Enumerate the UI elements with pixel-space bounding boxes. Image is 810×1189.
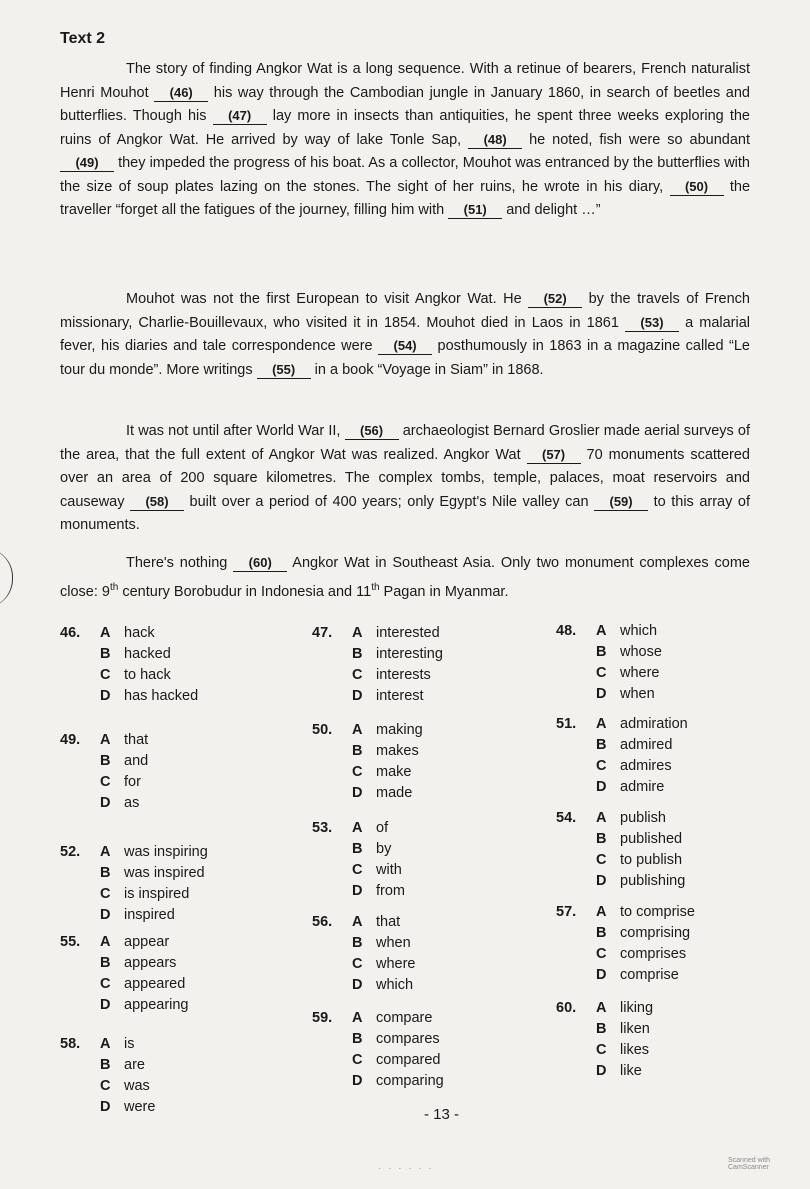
question-55 <box>60 932 290 1016</box>
option-letter: B <box>596 831 607 847</box>
option-c[interactable] <box>352 762 542 783</box>
option-letter: C <box>596 852 607 868</box>
option-letter: D <box>596 686 607 702</box>
option-letter: B <box>596 737 607 753</box>
option-c[interactable] <box>352 860 542 881</box>
answer-blank: (53) <box>625 315 679 332</box>
option-letter: C <box>352 1052 363 1068</box>
page-edge-curve <box>0 548 13 608</box>
question-number: 51. <box>556 716 577 732</box>
option-text: that <box>376 914 401 930</box>
answer-blank: (52) <box>528 291 582 308</box>
answer-blank: (58) <box>130 494 184 511</box>
answer-blank: (50) <box>670 179 724 196</box>
option-a[interactable] <box>100 1034 290 1055</box>
option-text: making <box>376 722 423 738</box>
option-text: has hacked <box>124 688 199 704</box>
passage-paragraph-1 <box>60 58 750 223</box>
option-d[interactable] <box>352 686 542 707</box>
option-b[interactable] <box>596 923 786 944</box>
option-letter: D <box>100 688 111 704</box>
option-c[interactable] <box>352 1050 542 1071</box>
option-letter: B <box>352 1031 363 1047</box>
option-letter: C <box>596 946 607 962</box>
option-a[interactable] <box>352 1008 542 1029</box>
option-letter: D <box>596 1063 607 1079</box>
option-letter: B <box>100 865 111 881</box>
option-text: for <box>124 774 141 790</box>
option-c[interactable] <box>100 974 290 995</box>
option-a[interactable] <box>352 623 542 644</box>
option-text: inspired <box>124 907 175 923</box>
option-text: makes <box>376 743 419 759</box>
option-d[interactable] <box>596 871 786 892</box>
question-number: 48. <box>556 623 577 639</box>
option-letter: A <box>596 1000 607 1016</box>
passage-text: they impeded the progress of his boat. As a collector, Mouhot was entranced by the butterflies with the size of soup plates lazing on the stones. The sight of her ruins, he wrote in his diary, <box>60 155 750 195</box>
option-text: hacked <box>124 646 171 662</box>
question-49 <box>60 730 290 814</box>
answer-blank: (57) <box>527 447 581 464</box>
option-text: admire <box>620 779 665 795</box>
option-text: by <box>376 841 392 857</box>
question-number: 47. <box>312 625 333 641</box>
option-letter: C <box>596 758 607 774</box>
question-54 <box>556 808 786 892</box>
option-text: that <box>124 732 149 748</box>
question-58 <box>60 1034 290 1118</box>
option-letter: B <box>100 646 111 662</box>
option-a[interactable] <box>596 808 786 829</box>
option-text: publishing <box>620 873 686 889</box>
passage-text: he noted, fish were so abundant <box>522 131 751 148</box>
passage-text: Angkor Wat in Southeast Asia. Only two monument complexes come close: 9 <box>60 555 750 600</box>
option-text: was inspiring <box>124 844 208 860</box>
option-letter: C <box>596 1042 607 1058</box>
ordinal-superscript: th <box>371 581 380 593</box>
option-a[interactable] <box>596 902 786 923</box>
passage-text: a malarial fever, his diaries and tale correspondence were <box>60 314 750 354</box>
passage-text: his way through the Cambodian jungle in January 1860, in search of beetles and butterflies. Though his <box>60 84 750 124</box>
answer-blank: (60) <box>233 555 287 572</box>
option-b[interactable] <box>352 839 542 860</box>
option-letter: C <box>100 774 111 790</box>
passage-text: to this array of monuments. <box>60 493 750 533</box>
option-letter: B <box>100 753 111 769</box>
option-a[interactable] <box>100 842 290 863</box>
option-text: admired <box>620 737 673 753</box>
scan-artifact: · · · · · · <box>378 1163 434 1174</box>
option-text: comprising <box>620 925 691 941</box>
question-50 <box>312 720 542 804</box>
option-text: compared <box>376 1052 441 1068</box>
question-number: 46. <box>60 625 81 641</box>
option-d[interactable] <box>100 995 290 1016</box>
option-text: interest <box>376 688 424 704</box>
option-letter: A <box>352 722 363 738</box>
option-a[interactable] <box>352 912 542 933</box>
option-letter: B <box>352 841 363 857</box>
option-text: were <box>124 1099 156 1115</box>
option-text: likes <box>620 1042 650 1058</box>
option-text: which <box>620 623 658 639</box>
option-letter: A <box>352 914 363 930</box>
answer-blank: (56) <box>345 423 399 440</box>
passage-text: 70 monuments scattered over an area of 200 square kilometres. The complex tombs, temple, palaces, moat reservoirs and causeway <box>60 446 750 510</box>
option-a[interactable] <box>352 720 542 741</box>
option-d[interactable] <box>596 1061 786 1082</box>
question-47 <box>312 623 542 707</box>
option-text: comprises <box>620 946 687 962</box>
option-letter: D <box>100 907 111 923</box>
passage-text: century Borobudur in Indonesia and 11 <box>118 583 372 600</box>
option-letter: A <box>596 904 607 920</box>
option-letter: C <box>596 665 607 681</box>
option-letter: B <box>352 646 363 662</box>
option-letter: D <box>100 1099 111 1115</box>
option-text: of <box>376 820 389 836</box>
option-letter: B <box>352 743 363 759</box>
passage-text: It was not until after World War II, <box>126 423 345 439</box>
answer-blank: (48) <box>468 132 522 149</box>
option-letter: A <box>100 732 111 748</box>
option-letter: C <box>352 956 363 972</box>
option-b[interactable] <box>352 741 542 762</box>
question-number: 53. <box>312 820 333 836</box>
option-c[interactable] <box>596 944 786 965</box>
question-46 <box>60 623 290 707</box>
option-c[interactable] <box>100 884 290 905</box>
page-number: - 13 - <box>424 1106 460 1123</box>
option-d[interactable] <box>596 965 786 986</box>
option-letter: D <box>352 688 363 704</box>
option-letter: B <box>352 935 363 951</box>
passage-text: in a book “Voyage in Siam” in 1868. <box>310 361 544 378</box>
option-a[interactable] <box>100 623 290 644</box>
option-a[interactable] <box>596 998 786 1019</box>
option-text: comparing <box>376 1073 444 1089</box>
option-letter: C <box>100 1078 111 1094</box>
option-c[interactable] <box>596 756 786 777</box>
option-b[interactable] <box>100 953 290 974</box>
option-text: hack <box>124 625 155 641</box>
option-letter: D <box>352 785 363 801</box>
passage-text: The story of finding Angkor Wat is a long sequence. With a retinue of bearers, French naturalist Henri Mouhot <box>60 61 750 101</box>
option-text: publish <box>620 810 666 826</box>
question-number: 58. <box>60 1036 81 1052</box>
answer-blank: (54) <box>378 338 432 355</box>
option-text: to comprise <box>620 904 695 920</box>
question-number: 60. <box>556 1000 577 1016</box>
passage-text: the traveller “forget all the fatigues of the journey, filling him with <box>60 178 751 218</box>
passage-text: There's nothing <box>126 555 234 571</box>
option-b[interactable] <box>100 751 290 772</box>
option-a[interactable] <box>352 818 542 839</box>
option-text: appear <box>124 934 170 950</box>
option-text: liken <box>620 1021 650 1037</box>
option-text: liking <box>620 1000 654 1016</box>
option-text: admires <box>620 758 672 774</box>
option-letter: C <box>352 862 363 878</box>
option-c[interactable] <box>352 665 542 686</box>
option-letter: C <box>352 764 363 780</box>
option-d[interactable] <box>596 777 786 798</box>
option-b[interactable] <box>100 863 290 884</box>
answer-blank: (59) <box>594 494 648 511</box>
passage-paragraph-3 <box>60 420 750 538</box>
passage-text: built over a period of 400 years; only Egypt's Nile valley can <box>184 493 595 510</box>
option-letter: A <box>352 820 363 836</box>
option-letter: B <box>100 955 111 971</box>
option-letter: A <box>596 623 607 639</box>
option-d[interactable] <box>100 686 290 707</box>
option-text: as <box>124 795 140 811</box>
option-d[interactable] <box>100 905 290 926</box>
option-letter: D <box>596 779 607 795</box>
question-52 <box>60 842 290 926</box>
option-text: where <box>376 956 416 972</box>
option-text: admiration <box>620 716 688 732</box>
option-text: appeared <box>124 976 186 992</box>
option-d[interactable] <box>352 975 542 996</box>
option-a[interactable] <box>596 621 786 642</box>
option-text: where <box>620 665 660 681</box>
option-text: when <box>620 686 655 702</box>
option-text: to publish <box>620 852 683 868</box>
option-text: whose <box>620 644 662 660</box>
option-text: to hack <box>124 667 171 683</box>
question-48 <box>556 621 786 705</box>
option-letter: A <box>100 844 111 860</box>
question-57 <box>556 902 786 986</box>
option-text: made <box>376 785 413 801</box>
option-a[interactable] <box>100 932 290 953</box>
option-text: is inspired <box>124 886 190 902</box>
option-letter: C <box>100 667 111 683</box>
passage-paragraph-4 <box>60 552 750 604</box>
option-text: compare <box>376 1010 433 1026</box>
option-letter: D <box>596 873 607 889</box>
option-text: interests <box>376 667 431 683</box>
option-letter: C <box>352 667 363 683</box>
passage-paragraph-2 <box>60 288 750 382</box>
option-letter: C <box>100 886 111 902</box>
option-d[interactable] <box>352 783 542 804</box>
option-c[interactable] <box>596 663 786 684</box>
option-c[interactable] <box>596 1040 786 1061</box>
passage-text: archaeologist Bernard Groslier made aerial surveys of the area, that the full extent of Angkor Wat was realized. Angkor Wat <box>60 423 751 463</box>
option-text: appears <box>124 955 177 971</box>
option-letter: D <box>596 967 607 983</box>
option-letter: D <box>352 1073 363 1089</box>
question-number: 56. <box>312 914 333 930</box>
answer-blank: (55) <box>257 362 311 379</box>
option-letter: B <box>596 1021 607 1037</box>
option-b[interactable] <box>596 642 786 663</box>
option-d[interactable] <box>100 1097 290 1118</box>
option-letter: D <box>352 977 363 993</box>
option-d[interactable] <box>596 684 786 705</box>
answer-blank: (46) <box>154 85 208 102</box>
option-text: was <box>124 1078 150 1094</box>
option-letter: D <box>100 997 111 1013</box>
option-b[interactable] <box>352 1029 542 1050</box>
question-number: 52. <box>60 844 81 860</box>
option-letter: A <box>100 934 111 950</box>
option-text: is <box>124 1036 135 1052</box>
option-text: appearing <box>124 997 189 1013</box>
option-text: make <box>376 764 412 780</box>
passage-text: Mouhot was not the first European to visit Angkor Wat. He <box>126 291 529 307</box>
option-letter: A <box>100 625 111 641</box>
answer-blank: (47) <box>213 108 267 125</box>
answer-blank: (51) <box>448 202 502 219</box>
question-number: 54. <box>556 810 577 826</box>
option-letter: D <box>352 883 363 899</box>
option-text: which <box>376 977 414 993</box>
passage-text: posthumously in 1863 in a magazine called “Le tour du monde”. More writings <box>60 338 750 378</box>
question-number: 55. <box>60 934 81 950</box>
option-c[interactable] <box>596 850 786 871</box>
option-b[interactable] <box>596 1019 786 1040</box>
passage-text: and delight …” <box>502 202 601 218</box>
option-c[interactable] <box>100 1076 290 1097</box>
option-c[interactable] <box>100 772 290 793</box>
option-letter: C <box>100 976 111 992</box>
option-d[interactable] <box>100 793 290 814</box>
option-letter: B <box>596 644 607 660</box>
option-b[interactable] <box>100 1055 290 1076</box>
question-number: 59. <box>312 1010 333 1026</box>
option-text: comprise <box>620 967 679 983</box>
option-b[interactable] <box>100 644 290 665</box>
option-text: was inspired <box>124 865 205 881</box>
question-number: 49. <box>60 732 81 748</box>
option-text: compares <box>376 1031 440 1047</box>
option-c[interactable] <box>100 665 290 686</box>
option-text: like <box>620 1063 642 1079</box>
option-b[interactable] <box>352 644 542 665</box>
option-text: interested <box>376 625 440 641</box>
option-b[interactable] <box>596 829 786 850</box>
option-text: interesting <box>376 646 443 662</box>
option-text: from <box>376 883 405 899</box>
option-b[interactable] <box>352 933 542 954</box>
option-letter: B <box>596 925 607 941</box>
option-letter: D <box>100 795 111 811</box>
answer-blank: (49) <box>60 155 114 172</box>
option-letter: A <box>352 1010 363 1026</box>
passage-text: lay more in insects than antiquities, he spent three weeks exploring the ruins of Angkor Wat. He arrived by way of lake Tonle Sap, <box>60 108 750 148</box>
option-letter: A <box>596 716 607 732</box>
option-text: published <box>620 831 683 847</box>
question-60 <box>556 998 786 1082</box>
passage-text: by the travels of French missionary, Charlie-Bouillevaux, who visited it in 1854. Mouhot died in Laos in 1861 <box>60 291 750 331</box>
option-a[interactable] <box>100 730 290 751</box>
ordinal-superscript: th <box>109 581 119 593</box>
question-59 <box>312 1008 542 1092</box>
option-letter: A <box>352 625 363 641</box>
option-a[interactable] <box>596 714 786 735</box>
passage-text: Pagan in Myanmar. <box>379 583 509 600</box>
question-56 <box>312 912 542 996</box>
question-number: 57. <box>556 904 577 920</box>
option-d[interactable] <box>352 1071 542 1092</box>
option-d[interactable] <box>352 881 542 902</box>
scan-watermark: Scanned with CamScanner <box>728 1157 771 1171</box>
option-c[interactable] <box>352 954 542 975</box>
section-title: Text 2 <box>60 30 106 47</box>
option-letter: A <box>100 1036 111 1052</box>
option-text: are <box>124 1057 145 1073</box>
option-text: with <box>376 862 402 878</box>
question-51 <box>556 714 786 798</box>
question-number: 50. <box>312 722 333 738</box>
option-text: when <box>376 935 411 951</box>
option-letter: A <box>596 810 607 826</box>
option-letter: B <box>100 1057 111 1073</box>
option-b[interactable] <box>596 735 786 756</box>
option-text: and <box>124 753 149 769</box>
question-53 <box>312 818 542 902</box>
